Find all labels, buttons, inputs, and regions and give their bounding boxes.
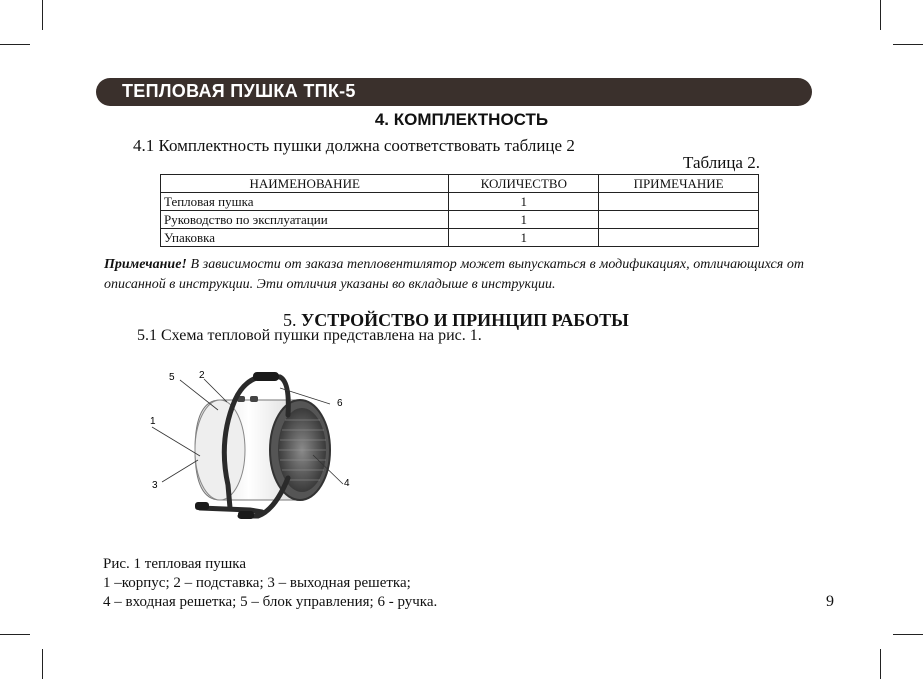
cell-note (599, 229, 759, 247)
handle-grip (253, 372, 279, 381)
cell-name: Тепловая пушка (161, 193, 449, 211)
note-paragraph (104, 255, 804, 295)
section-5-title: УСТРОЙСТВО И ПРИНЦИП РАБОТЫ (301, 310, 629, 330)
callout-label: 2 (199, 370, 205, 381)
crop-mark (42, 649, 43, 679)
table-row (161, 229, 759, 247)
crop-mark (893, 44, 923, 45)
crop-mark (0, 634, 30, 635)
column-header-name: НАИМЕНОВАНИЕ (161, 175, 449, 193)
callout-label: 1 (150, 416, 156, 427)
contents-table (160, 174, 759, 247)
section-4-1-text: 4.1 Комплектность пушки должна соответствовать таблице 2 (133, 136, 575, 155)
cell-quantity: 1 (449, 211, 599, 229)
callout-label: 3 (152, 480, 158, 491)
foot-pad (195, 502, 209, 510)
foot-pad (238, 511, 254, 519)
page-header-title: ТЕПЛОВАЯ ПУШКА ТПК-5 (122, 81, 356, 101)
note-label: Примечание! (104, 257, 187, 272)
heat-gun-figure (140, 360, 370, 530)
table-row (161, 211, 759, 229)
cell-name: Руководство по эксплуатации (161, 211, 449, 229)
section-5-1-text: 5.1 Схема тепловой пушки представлена на рис. 1. (137, 327, 482, 344)
crop-mark (880, 0, 881, 30)
column-header-quantity: КОЛИЧЕСТВО (449, 175, 599, 193)
intake-grill (270, 400, 330, 500)
caption-line: 1 –корпус; 2 – подставка; 3 – выходная решетка; (103, 575, 411, 591)
figure-caption (103, 555, 437, 612)
callout-label: 4 (344, 478, 350, 489)
caption-line: Рис. 1 тепловая пушка (103, 556, 246, 572)
crop-mark (42, 0, 43, 30)
crop-mark (893, 634, 923, 635)
table-caption: Таблица 2. (683, 153, 760, 172)
note-text: В зависимости от заказа тепловентилятор может выпускаться в модификациях, отличающихся от описанной в инструкции. Эти отличия указаны во вкладыше в инструкции. (104, 257, 804, 292)
callout-label: 6 (337, 398, 343, 409)
cell-note (599, 211, 759, 229)
section-4-heading: 4. КОМПЛЕКТНОСТЬ (374, 110, 549, 129)
crop-mark (0, 44, 30, 45)
cell-note (599, 193, 759, 211)
cell-name: Упаковка (161, 229, 449, 247)
section-5-number: 5. (283, 310, 301, 330)
callout-label: 5 (169, 372, 175, 383)
table-header-row (161, 175, 759, 193)
page-number: 9 (826, 593, 834, 610)
cell-quantity: 1 (449, 193, 599, 211)
column-header-note: ПРИМЕЧАНИЕ (599, 175, 759, 193)
control-knob (250, 396, 258, 402)
crop-mark (880, 649, 881, 679)
caption-line: 4 – входная решетка; 5 – блок управления; 6 - ручка. (103, 594, 438, 610)
cell-quantity: 1 (449, 229, 599, 247)
table-row (161, 193, 759, 211)
